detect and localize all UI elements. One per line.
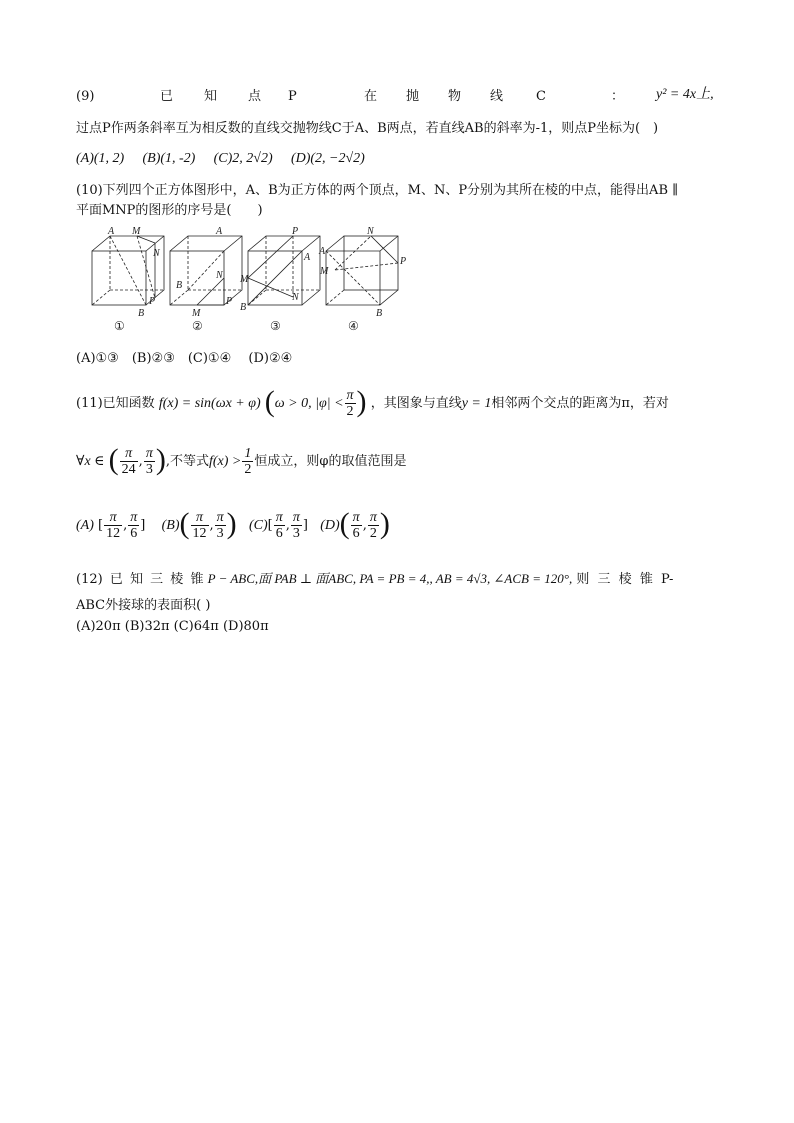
cube-figure-1 bbox=[92, 236, 164, 305]
q11-forall: ∀x ∈ bbox=[76, 454, 105, 469]
figure-number-3: ③ bbox=[270, 319, 281, 333]
figure-number-1: ① bbox=[114, 319, 125, 333]
vertex-label: M bbox=[240, 274, 249, 285]
q11-options bbox=[76, 507, 390, 541]
q9-option-d: (D)(2, −2√2) bbox=[290, 151, 365, 166]
q12-line2: ABC外接球的表面积( ) bbox=[76, 598, 211, 613]
q10-line2: 平面MNP的图形的序号是( ) bbox=[76, 203, 263, 218]
q9-char: 抛 bbox=[406, 89, 420, 104]
vertex-label: B bbox=[138, 308, 145, 319]
q11-condition: ω > 0, |φ| < bbox=[274, 396, 344, 411]
vertex-label: N bbox=[153, 248, 160, 259]
q10-line1: (10)下列四个正方体图形中，A、B为正方体的两个顶点，M、N、P分别为其所在棱的中点，能得出AB ∥ bbox=[76, 183, 679, 198]
q9-char: 在 bbox=[364, 89, 378, 104]
q9-char: 点 bbox=[248, 89, 262, 104]
q9-number: (9) bbox=[76, 89, 95, 104]
vertex-label: P bbox=[226, 296, 233, 307]
q11-option-d: (D)( $\frac{\pi}{6}$ , $\frac{\pi}{2}$ ) bbox=[320, 507, 390, 541]
vertex-label: B bbox=[240, 302, 247, 313]
q12-math: P − ABC,面 PAB ⊥ 面ABC, PA = PB = 4,, AB = 4√3, ∠ACB = 120°, bbox=[207, 571, 573, 586]
q9-option-c: (C)2, 2√2) bbox=[213, 151, 273, 166]
q11-option-c: (C)[ $\frac{\pi}{6}$ , $\frac{\pi}{3}$ ] bbox=[248, 510, 308, 541]
cube-figure-4 bbox=[326, 236, 398, 305]
q11-half: $\frac{1}{2}$ bbox=[244, 446, 252, 477]
q11-mid: ，其图象与直线 bbox=[370, 396, 462, 411]
vertex-label: B bbox=[176, 280, 183, 291]
q9-char: 线 bbox=[490, 89, 504, 104]
q11-line1: (11)已知函数 f(x) = sin(ωx + φ) (ω > 0, |φ| < $\frac{\pi}{2}$ ) ，其图象与直线y = 1相邻两个交点的距离为π，若对 bbox=[76, 385, 669, 419]
q12-char: 棱 bbox=[170, 572, 184, 587]
q11-function: f(x) = sin(ωx + φ) bbox=[158, 396, 261, 411]
cube-figures bbox=[86, 224, 436, 334]
q11-tail: 相邻两个交点的距离为π，若对 bbox=[491, 396, 669, 411]
q9-char: C bbox=[536, 89, 546, 104]
figure-number-2: ② bbox=[192, 319, 203, 333]
q11-option-a: (A) [ $\frac{\pi}{12}$ , $\frac{\pi}{6}$ ] bbox=[76, 510, 146, 541]
cube-figure-2 bbox=[170, 236, 242, 305]
q9-equation: y² = 4x上, bbox=[656, 87, 714, 102]
vertex-label: A bbox=[304, 252, 311, 263]
q12-char: 三 bbox=[597, 572, 611, 587]
q11-fx: f(x) > bbox=[208, 454, 242, 469]
q12-options: (A)20π (B)32π (C)64π (D)80π bbox=[76, 619, 269, 634]
q9-char: ： bbox=[611, 89, 625, 104]
vertex-label: M bbox=[132, 226, 141, 237]
q12-char: 知 bbox=[129, 572, 143, 587]
q11-ineq-text: ,不等式 bbox=[165, 454, 209, 469]
cube-figure-3 bbox=[248, 236, 320, 305]
figure-number-4: ④ bbox=[348, 319, 359, 333]
vertex-label: N bbox=[367, 226, 374, 237]
q12-char: 则 bbox=[576, 572, 590, 587]
q9-options bbox=[76, 150, 365, 168]
q11-interval-lower: $\frac{\pi}{24}$ bbox=[121, 446, 136, 477]
q9-option-b: (B)(1, -2) bbox=[142, 151, 196, 166]
q9-char: 已 bbox=[160, 89, 174, 104]
q11-interval-upper: $\frac{\pi}{3}$ bbox=[145, 446, 153, 477]
q12-char: P- bbox=[660, 572, 674, 587]
vertex-label: N bbox=[216, 270, 223, 281]
q9-line2: 过点P作两条斜率互为相反数的直线交抛物线C于A、B两点，若直线AB的斜率为-1，则点P坐标为( ) bbox=[76, 121, 659, 136]
q12-char: 已 bbox=[109, 572, 123, 587]
vertex-label: P bbox=[400, 256, 407, 267]
q9-option-a: (A)(1, 2) bbox=[76, 151, 125, 166]
vertex-label: P bbox=[149, 296, 156, 307]
q11-pi-over-2: $\frac{\pi}{2}$ bbox=[346, 388, 354, 419]
q9-char: P bbox=[288, 89, 297, 104]
q11-option-b: (B)( $\frac{\pi}{12}$ , $\frac{\pi}{3}$ ) bbox=[161, 507, 237, 541]
q11-prefix: (11)已知函数 bbox=[76, 396, 155, 411]
vertex-label: A bbox=[319, 246, 326, 257]
q10-options: (A)①③ (B)②③ (C)①④ (D)②④ bbox=[76, 351, 293, 366]
q12-number: (12) bbox=[76, 572, 103, 587]
vertex-label: N bbox=[292, 292, 299, 303]
q12-char: 三 bbox=[150, 572, 164, 587]
q12-char: 棱 bbox=[618, 572, 632, 587]
vertex-label: B bbox=[376, 308, 383, 319]
vertex-label: A bbox=[108, 226, 115, 237]
vertex-label: P bbox=[292, 226, 299, 237]
vertex-label: M bbox=[192, 308, 201, 319]
q12-char: 锥 bbox=[639, 572, 653, 587]
vertex-label: A bbox=[216, 226, 223, 237]
q9-char: 物 bbox=[448, 89, 462, 104]
q12-char: 锥 bbox=[190, 572, 204, 587]
q11-line2: ∀x ∈ ( $\frac{\pi}{24}$ , $\frac{\pi}{3}$ ),不等式f(x) > $\frac{1}{2}$ 恒成立，则φ的取值范围是 bbox=[76, 443, 407, 477]
q11-line-eq: y = 1 bbox=[461, 396, 492, 411]
vertex-label: M bbox=[320, 266, 329, 277]
q12-line1 bbox=[76, 570, 726, 589]
q11-tail2: 恒成立，则φ的取值范围是 bbox=[254, 454, 407, 469]
q9-char: 知 bbox=[204, 89, 218, 104]
